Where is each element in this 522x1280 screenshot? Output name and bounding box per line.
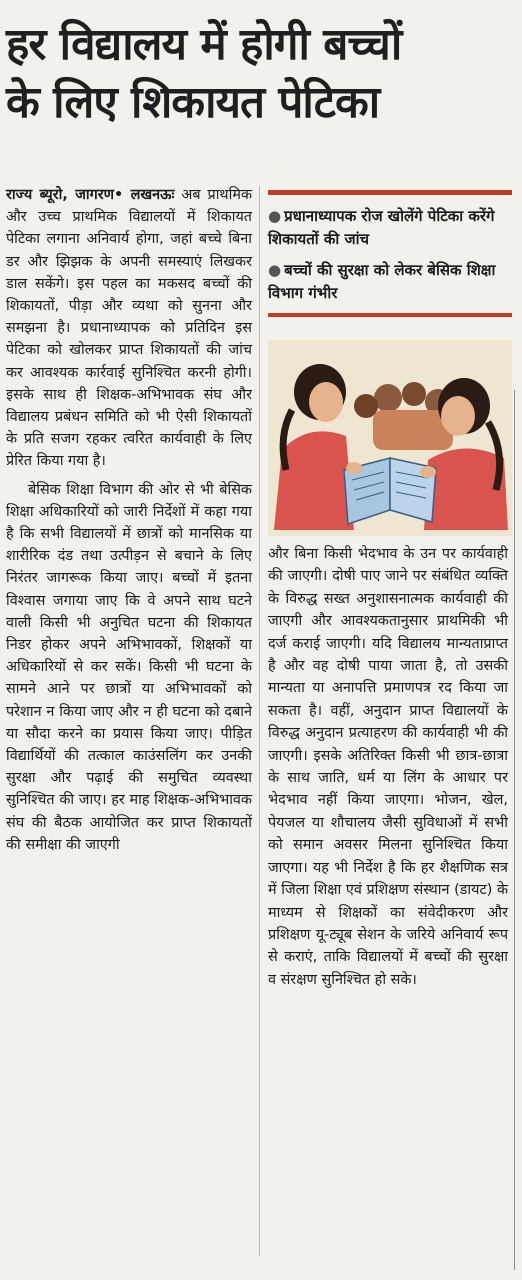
article-right-column xyxy=(268,543,508,991)
byline: राज्य ब्यूरो, जागरण• लखनऊः xyxy=(6,187,175,203)
headline-line-1: हर विद्यालय में होगी बच्चों xyxy=(6,19,402,70)
highlights-box xyxy=(268,190,512,317)
headline xyxy=(6,16,512,132)
highlight-item xyxy=(268,259,512,305)
page-edge-line xyxy=(514,390,515,1270)
article-paragraph-3: और बिना किसी भेदभाव के उन पर कार्यवाही की जाएगी। दोषी पाए जाने पर संबंधित व्यक्ति के विरुद्ध सख्त अनुशासनात्मक कार्यवाही की जाएगी और आवश्यकतानुसार प्राथमिकी भी दर्ज कराई जाएगी। यदि विद्यालय मान्यताप्राप्त है और वह दोषी पाया जाता है, तो उसकी मान्यता या अनापत्ति प्रमाणपत्र रद किया जा सकता है। वहीं, अनुदान प्राप्त विद्यालयों के विरुद्ध अनुदान प्रत्याहरण की कार्यवाही भी की जाएगी। इसके अतिरिक्त किसी भी छात्र-छात्रा के साथ जाति, धर्म या लिंग के आधार पर भेदभाव नहीं किया जाएगा। भोजन, खेल, पेयजल या शौचालय जैसी सुविधाओं में सभी को समान अवसर मिलना सुनिश्चित किया जाएगा। यह भी निर्देश है कि हर शैक्षणिक सत्र में जिला शिक्षा एवं प्रशिक्षण संस्थान (डायट) के माध्यम से शिक्षकों का संवेदीकरण और प्रशिक्षण यू-ट्यूब सेशन के जरिये अनिवार्य रूप से कराएं, ताकि विद्यालयों में बच्चों की सुरक्षा व संरक्षण सुनिश्चित हो सके। xyxy=(268,546,508,988)
illustration-svg xyxy=(268,340,512,536)
highlight-text-1: प्रधानाध्यापक रोज खोलेंगे पेटिका करेंगे शिकायतों की जांच xyxy=(268,207,495,248)
column-divider xyxy=(259,186,260,1256)
highlight-text-2: बच्चों की सुरक्षा को लेकर बेसिक शिक्षा विभाग गंभीर xyxy=(268,261,496,302)
article-paragraph-2: बेसिक शिक्षा विभाग की ओर से भी बेसिक शिक्षा अधिकारियों को जारी निर्देशों में कहा गया है कि सभी विद्यालयों में छात्रों को मानसिक या शारीरिक दंड तथा उत्पीड़न से बचाने के लिए निरंतर जागरूक किया जाए। बच्चों में इतना विश्वास जगाया जाए कि वे अपने साथ घटने वाली किसी भी अनुचित घटना की शिकायत निडर होकर अपने अभिभावकों, शिक्षकों या अधिकारियों से कर सकें। किसी भी घटना के सामने आने पर छात्रों या अभिभावकों को परेशान न किया जाए और न ही घटना को दबाने या सौदा करने का प्रयास किया जाए। पीड़ित विद्यार्थियों की तत्काल काउंसलिंग कर उनकी सुरक्षा और पढ़ाई की समुचित व्यवस्था सुनिश्चित की जाए। हर माह शिक्षक-अभिभावक संघ की बैठक आयोजित कर प्राप्त शिकायतों की समीक्षा की जाएगी xyxy=(6,481,252,853)
bullet-icon: ● xyxy=(268,261,282,279)
article-paragraph-1 xyxy=(6,184,252,473)
highlight-item xyxy=(268,205,512,251)
article-text-1: अब प्राथमिक और उच्च प्राथमिक विद्यालयों में शिकायत पेटिका लगाना अनिवार्य होगा, जहां बच्चे बिना डर और झिझक के अपनी समस्याएं लिखकर डाल सकेंगे। इस पहल का मकसद बच्चों की शिकायतों, पीड़ा और व्यथा को सुनना और समझना है। प्रधानाध्यापक को प्रतिदिन इस पेटिका को खोलकर प्राप्त शिकायतों की जांच कर आवश्यक कार्रवाई सुनिश्चित करनी होगी। इसके साथ ही शिक्षक-अभिभावक संघ और विद्यालय प्रबंधन समिति को भी ऐसी शिकायतों के प्रति सजग रहकर त्वरित कार्यवाही के लिए प्रेरित किया गया है। xyxy=(6,187,252,470)
highlights-bottom-rule xyxy=(268,313,512,317)
article-left-column xyxy=(6,184,252,856)
illustration-students-reading xyxy=(268,340,512,536)
bullet-icon: ● xyxy=(268,207,282,225)
headline-line-2: के लिए शिकायत पेटिका xyxy=(6,77,380,128)
